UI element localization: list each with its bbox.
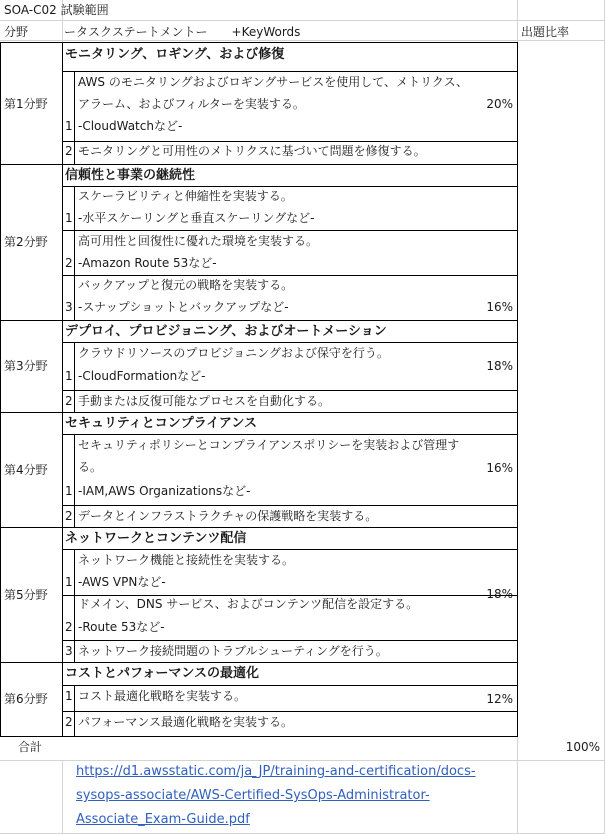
domain-4-task-1-line: セキュリティポリシーとコンプライアンスポリシーを実装および管理す: [78, 438, 460, 452]
domain-6-ratio: 12%: [486, 692, 513, 706]
domain-5-task-3-num: 3: [65, 644, 73, 658]
domain-2-ratio: 16%: [486, 300, 513, 314]
domain-4-task-2-line: データとインフラストラクチャの保護戦略を実装する。: [78, 509, 378, 523]
table-border: [0, 42, 1, 736]
domain-4-ratio: 16%: [486, 461, 513, 475]
domain-1-label: 第1分野: [4, 97, 48, 111]
domain-5-task-1-line: ネットワーク機能と接続性を実装する。: [78, 553, 295, 567]
domain-1-task-1-num: 1: [65, 119, 73, 133]
domain-5-task-2-line: ドメイン、DNS サービス、およびコンテンツ配信を設定する。: [78, 597, 419, 611]
domain-2-task-2-num: 2: [65, 256, 73, 270]
domain-2-title-border: [62, 186, 518, 187]
domain-3-title: デプロイ、プロビジョニング、およびオートメーション: [65, 324, 387, 339]
domain-5-task-3-line: ネットワーク接続問題のトラブルシューティングを行う。: [78, 644, 388, 658]
exam-guide-link[interactable]: Associate_Exam-Guide.pdf: [76, 812, 250, 827]
domain-3-border: [0, 412, 518, 413]
domain-5-title-border: [62, 549, 518, 550]
exam-guide-link[interactable]: https://d1.awsstatic.com/ja_JP/training-and-certification/docs-: [76, 764, 476, 779]
domain-2-label: 第2分野: [4, 235, 48, 249]
domain-1-title: モニタリング、ロギング、および修復: [65, 47, 285, 62]
total-label: 合計: [18, 740, 43, 754]
domain-5-task-2-num: 2: [65, 620, 73, 634]
domain-1-task-border: [62, 141, 518, 142]
gridline-h: [0, 20, 604, 21]
domain-2-task-1-line: スケーラビリティと伸縮性を実装する。: [78, 189, 293, 203]
domain-5-task-border: [62, 640, 518, 641]
domain-2-task-3-num: 3: [65, 300, 73, 314]
domain-4-title-border: [62, 434, 518, 435]
domain-2-task-border: [62, 230, 518, 231]
domain-2-num-border: [74, 186, 75, 320]
table-border: [0, 42, 518, 43]
domain-1-num-border: [74, 71, 75, 164]
domain-6-label: 第6分野: [4, 692, 48, 706]
domain-4-num-border: [74, 434, 75, 527]
domain-3-num-border: [74, 342, 75, 412]
header-task: ータスクステートメントー +KeyWords: [64, 25, 301, 39]
domain-4-label: 第4分野: [4, 463, 48, 477]
domain-6-task-2-num: 2: [65, 715, 73, 729]
sheet-title: SOA-C02 試験範囲: [4, 3, 109, 17]
header-ratio: 出題比率: [521, 25, 570, 39]
domain-6-task-1-num: 1: [65, 689, 73, 703]
domain-5-label: 第5分野: [4, 588, 48, 602]
domain-3-label-border: [62, 320, 63, 412]
gridline-v: [62, 760, 63, 834]
domain-1-task-2-num: 2: [65, 144, 73, 158]
domain-6-border: [0, 736, 518, 737]
domain-1-ratio: 20%: [486, 97, 513, 111]
exam-guide-link[interactable]: sysops-associate/AWS-Certified-SysOps-Administrator-: [76, 788, 430, 803]
domain-2-title: 信頼性と事業の継続性: [65, 168, 196, 183]
header-domain: 分野: [4, 25, 29, 39]
gridline-v: [604, 0, 605, 834]
domain-1-task-2-line: モニタリングと可用性のメトリクスに基づいて問題を修復する。: [78, 144, 426, 158]
domain-2-label-border: [62, 164, 63, 320]
domain-4-title: セキュリティとコンプライアンス: [65, 416, 258, 431]
domain-1-title-border: [62, 71, 518, 72]
domain-5-title: ネットワークとコンテンツ配信: [65, 531, 247, 546]
domain-6-title: コストとパフォーマンスの最適化: [65, 666, 259, 681]
domain-3-task-1-line: -CloudFormationなど-: [78, 369, 206, 383]
gridline-v: [517, 760, 518, 834]
domain-3-title-border: [62, 342, 518, 343]
domain-2-task-2-line: 高可用性と回復性に優れた環境を実装する。: [78, 234, 319, 248]
table-border: [517, 42, 518, 736]
domain-2-task-border: [62, 275, 518, 276]
domain-5-ratio: 18%: [486, 587, 513, 601]
domain-5-task-2-line: -Route 53など-: [78, 620, 165, 634]
domain-6-task-border: [62, 711, 518, 712]
domain-5-task-1-num: 1: [65, 575, 73, 589]
total-ratio: 100%: [565, 740, 600, 754]
domain-6-title-border: [62, 685, 518, 686]
domain-4-task-1-line: -IAM,AWS Organizationsなど-: [78, 484, 251, 498]
domain-1-border: [0, 164, 518, 165]
domain-4-border: [0, 527, 518, 528]
domain-5-num-border: [74, 549, 75, 662]
domain-2-border: [0, 320, 518, 321]
domain-4-label-border: [62, 412, 63, 527]
domain-3-task-1-line: クラウドリソースのプロビジョニングおよび保守を行う。: [78, 346, 389, 360]
domain-4-task-1-num: 1: [65, 484, 73, 498]
gridline-v: [517, 0, 518, 43]
domain-2-task-3-line: -スナップショットとバックアップなど-: [78, 300, 289, 314]
domain-6-task-2-line: パフォーマンス最適化戦略を実装する。: [78, 715, 294, 729]
domain-1-task-1-line: -CloudWatchなど-: [78, 119, 183, 133]
gridline-h: [0, 40, 604, 41]
domain-4-task-1-line: る。: [78, 460, 103, 474]
domain-3-ratio: 18%: [486, 359, 513, 373]
domain-1-task-1-line: AWS のモニタリングおよびロギングサービスを使用して、メトリクス、: [78, 75, 469, 89]
domain-3-label: 第3分野: [4, 359, 48, 373]
domain-1-task-1-line: アラーム、およびフィルターを実装する。: [78, 97, 305, 111]
domain-5-task-1-line: -AWS VPNなど-: [78, 575, 166, 589]
domain-6-task-1-line: コスト最適化戦略を実装する。: [78, 689, 247, 703]
domain-3-task-1-num: 1: [65, 369, 73, 383]
domain-4-task-border: [62, 505, 518, 506]
domain-1-label-border: [62, 43, 63, 164]
domain-4-task-2-num: 2: [65, 509, 73, 523]
domain-2-task-3-line: バックアップと復元の戦略を実装する。: [78, 278, 294, 292]
domain-2-task-1-num: 1: [65, 211, 73, 225]
domain-3-task-2-line: 手動または反復可能なプロセスを自動化する。: [78, 394, 331, 408]
domain-3-task-border: [62, 390, 518, 391]
domain-2-task-2-line: -Amazon Route 53など-: [78, 256, 217, 270]
domain-5-border: [0, 662, 518, 663]
domain-2-task-1-line: -水平スケーリングと垂直スケーリングなど-: [78, 211, 315, 225]
domain-6-label-border: [62, 662, 63, 736]
domain-3-task-2-num: 2: [65, 394, 73, 408]
